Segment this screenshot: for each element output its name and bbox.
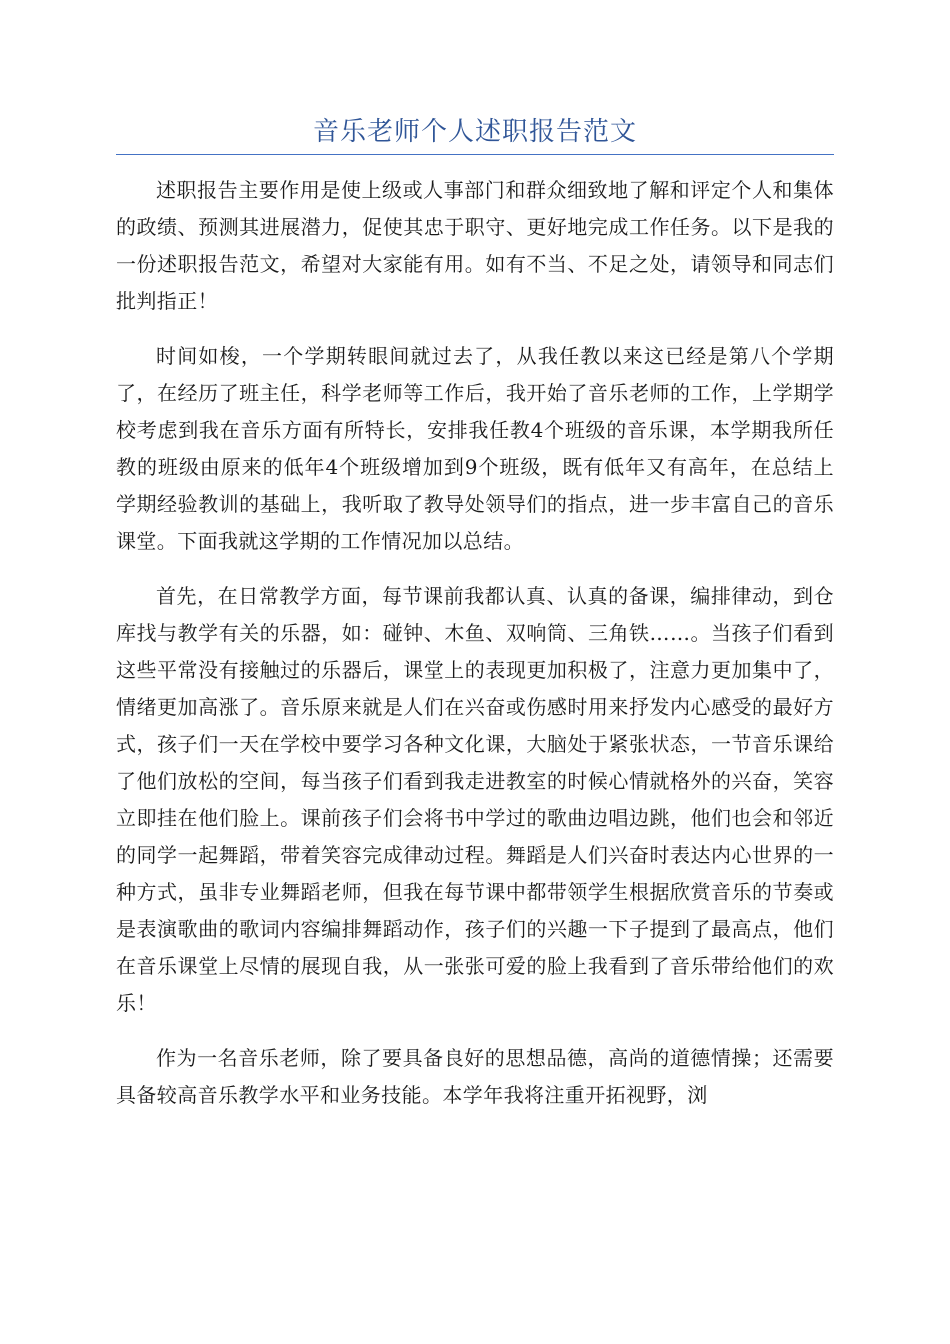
document-body <box>116 172 834 1132</box>
paragraph-overview: 时间如梭，一个学期转眼间就过去了，从我任教以来这已经是第八个学期了，在经历了班主任，科学老师等工作后，我开始了音乐老师的工作，上学期学校考虑到我在音乐方面有所特长，安排我任教4个班级的音乐课，本学期我所任教的班级由原来的低年4个班级增加到9个班级，既有低年又有高年，在总结上学期经验教训的基础上，我听取了教导处领导们的指点，进一步丰富自己的音乐课堂。下面我就这学期的工作情况加以总结。 <box>116 344 834 553</box>
paragraph-teaching: 首先，在日常教学方面，每节课前我都认真、认真的备课，编排律动，到仓库找与教学有关的乐器，如：碰钟、木鱼、双响筒、三角铁……。当孩子们看到这些平常没有接触过的乐器后，课堂上的表现更加积极了，注意力更加集中了，情绪更加高涨了。音乐原来就是人们在兴奋或伤感时用来抒发内心感受的最好方式，孩子们一天在学校中要学习各种文化课，大脑处于紧张状态，一节音乐课给了他们放松的空间，每当孩子们看到我走进教室的时候心情就格外的兴奋，笑容立即挂在他们脸上。课前孩子们会将书中学过的歌曲边唱边跳，他们也会和邻近的同学一起舞蹈，带着笑容完成律动过程。舞蹈是人们兴奋时表达内心世界的一种方式，虽非专业舞蹈老师，但我在每节课中都带领学生根据欣赏音乐的节奏或是表演歌曲的歌词内容编排舞蹈动作，孩子们的兴趣一下子提到了最高点，他们在音乐课堂上尽情的展现自我，从一张张可爱的脸上我看到了音乐带给他们的欢乐！ <box>116 584 834 1015</box>
paragraph-development: 作为一名音乐老师，除了要具备良好的思想品德，高尚的道德情操；还需要具备较高音乐教学水平和业务技能。本学年我将注重开拓视野，浏 <box>116 1046 834 1107</box>
title-underline <box>116 154 834 155</box>
document-title: 音乐老师个人述职报告范文 <box>312 117 637 147</box>
paragraph-intro: 述职报告主要作用是使上级或人事部门和群众细致地了解和评定个人和集体的政绩、预测其进展潜力，促使其忠于职守、更好地完成工作任务。以下是我的一份述职报告范文，希望对大家能有用。如有不当、不足之处，请领导和同志们批判指正！ <box>116 178 834 313</box>
